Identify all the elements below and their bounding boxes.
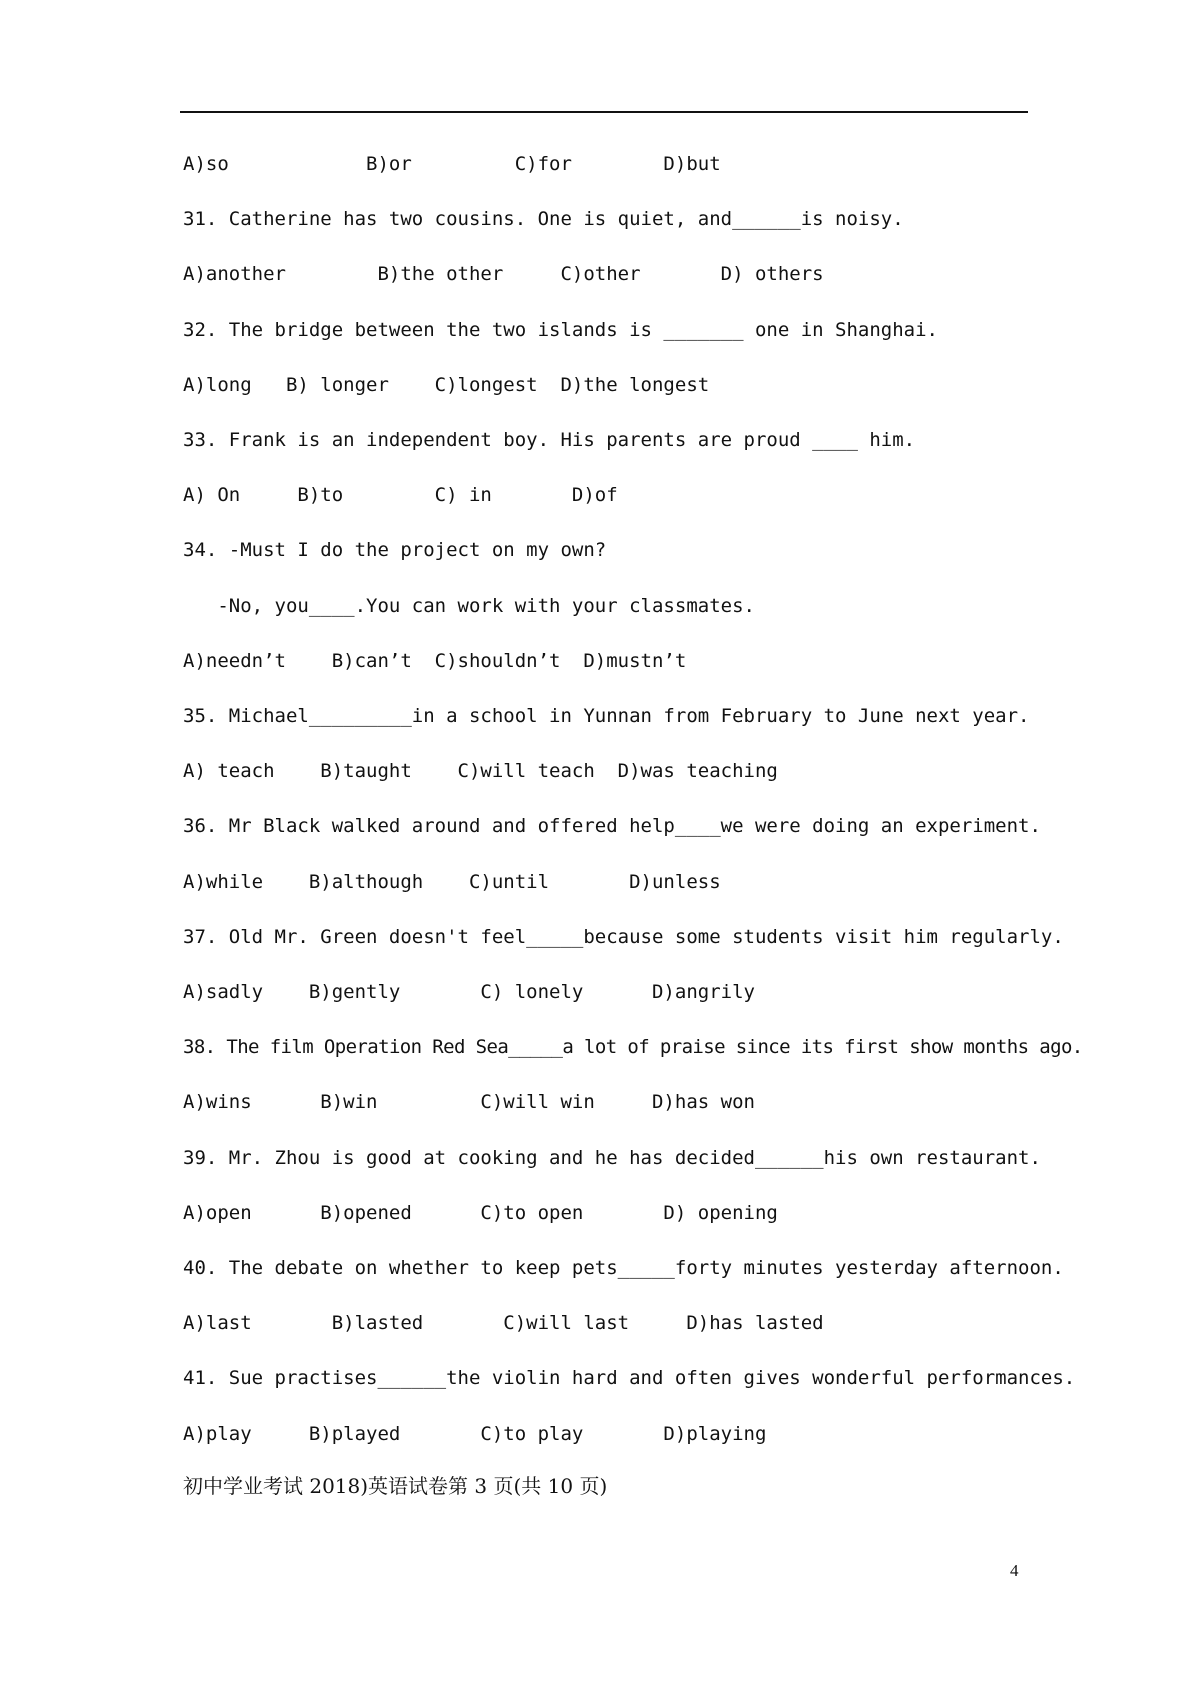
answer-options: A)so B)or C)for D)but [183,153,721,175]
answer-options: A)sadly B)gently C) lonely D)angrily [183,981,755,1003]
question-stem: 31. Catherine has two cousins. One is quiet, and______is noisy. [183,208,904,231]
answer-options: A)needn’t B)can’t C)shouldn’t D)mustn’t [183,649,687,672]
question-stem: 37. Old Mr. Green doesn't feel_____because some students visit him regularly. [183,925,1064,948]
question-stem: 35. Michael_________in a school in Yunnan from February to June next year. [183,705,1030,727]
answer-options: A)last B)lasted C)will last D)has lasted [183,1312,824,1335]
question-stem: 36. Mr Black walked around and offered help____we were doing an experiment. [183,815,1041,838]
header-rule [180,111,1028,113]
question-stem: 40. The debate on whether to keep pets_____forty minutes yesterday afternoon. [183,1257,1064,1279]
question-stem: 32. The bridge between the two islands is _______ one in Shanghai. [183,318,938,341]
answer-options: A)open B)opened C)to open D) opening [183,1201,778,1224]
page-number: 4 [1010,1561,1019,1580]
answer-options: A)long B) longer C)longest D)the longest [183,373,710,396]
question-stem: 33. Frank is an independent boy. His parents are proud ____ him. [183,429,916,451]
answer-options: A) teach B)taught C)will teach D)was teaching [183,760,778,783]
answer-options: A)wins B)win C)will win D)has won [183,1091,755,1114]
answer-options: A)another B)the other C)other D) others [183,263,824,286]
question-stem: 34. -Must I do the project on my own? [183,539,607,562]
question-stem: 41. Sue practises______the violin hard and often gives wonderful performances. [183,1367,1076,1390]
question-stem: 39. Mr. Zhou is good at cooking and he has decided______his own restaurant. [183,1146,1041,1169]
answer-options: A) On B)to C) in D)of [183,484,618,507]
dialogue-line: -No, you____.You can work with your classmates. [183,594,755,617]
answer-options: A)while B)although C)until D)unless [183,870,721,893]
question-stem: 38. The film Operation Red Sea_____a lot of praise since its first show months ago. [183,1036,1083,1059]
page-footer: 初中学业考试 2018)英语试卷第 3 页(共 10 页) [183,1474,608,1498]
answer-options: A)play B)played C)to play D)playing [183,1422,767,1445]
